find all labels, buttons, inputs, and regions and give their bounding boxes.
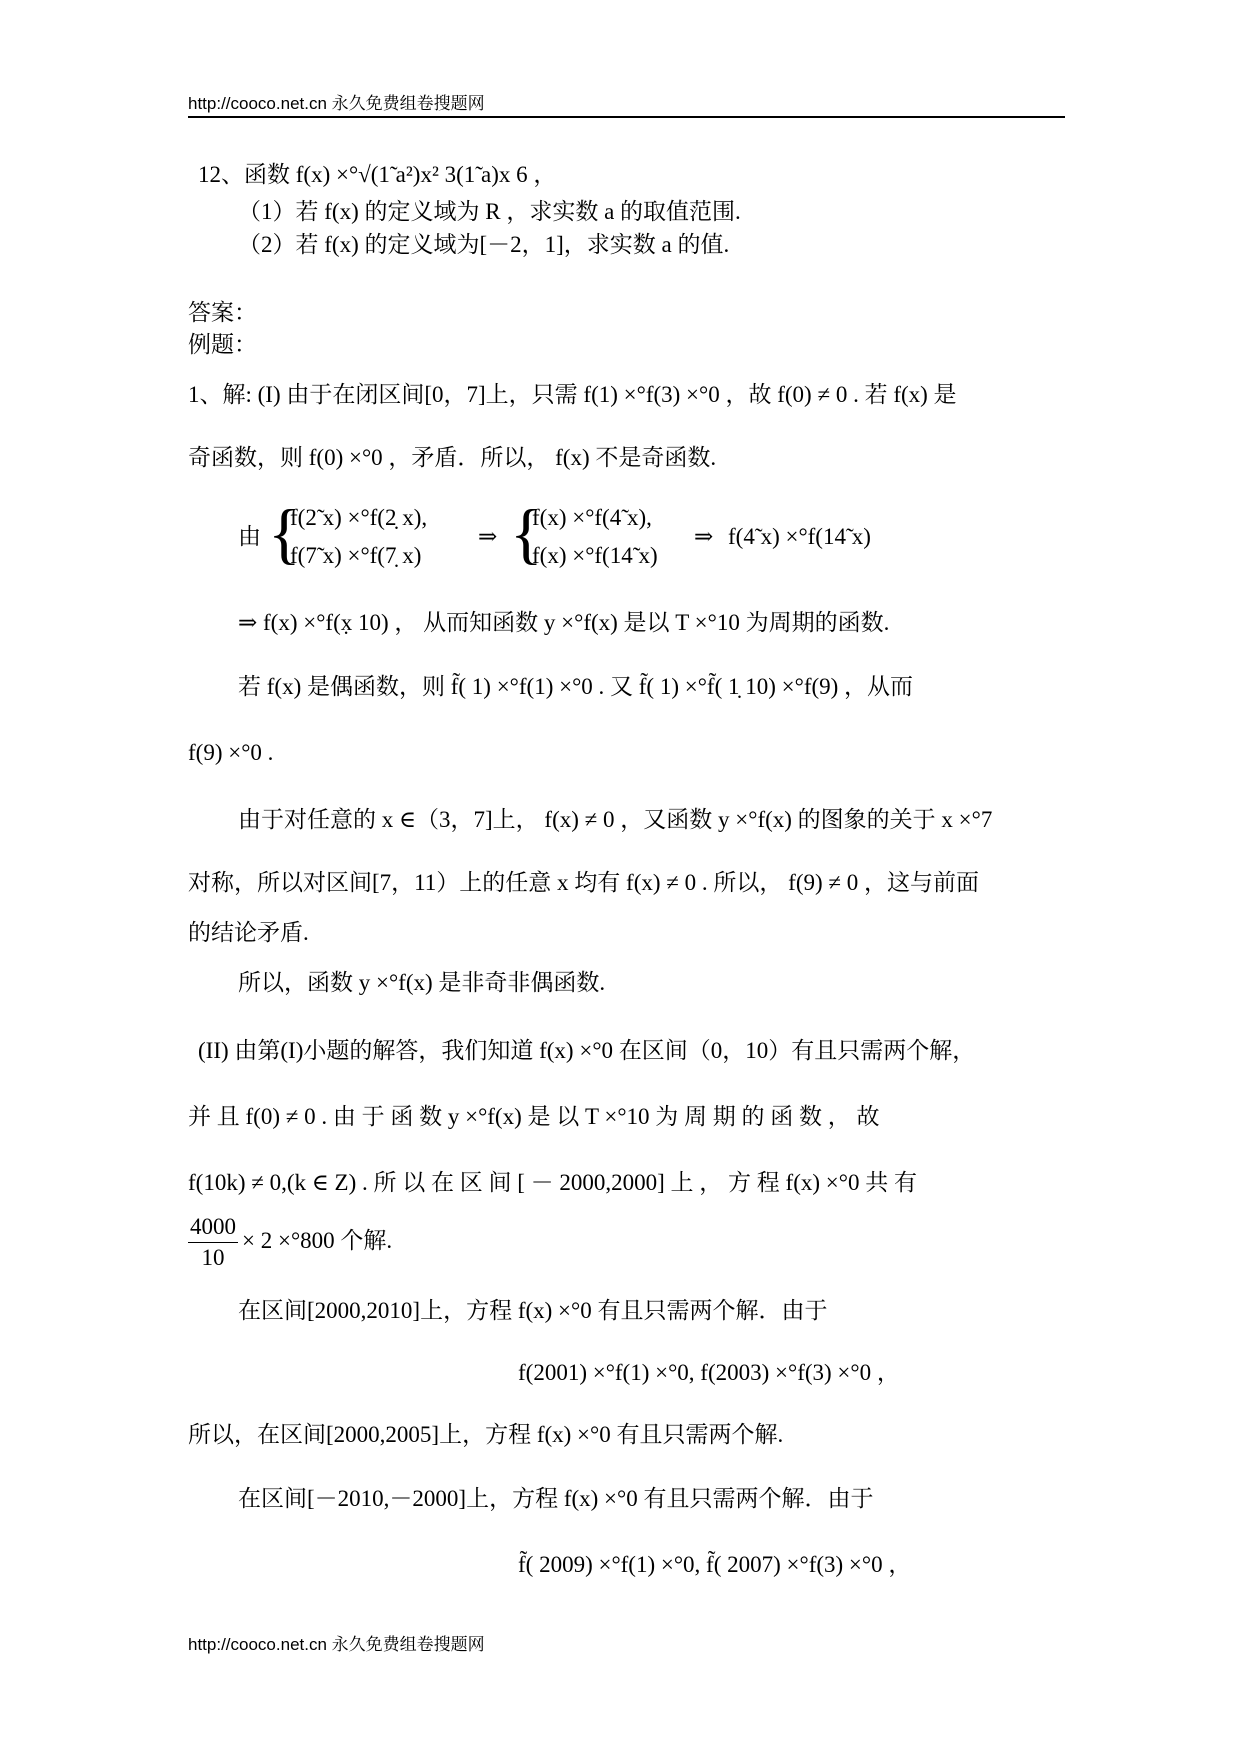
solution-2-line-4-text: × 2 ×°800 个解. (242, 1227, 393, 1253)
implies-arrow-1: ⇒ (478, 524, 498, 549)
system-lead: 由 (238, 524, 261, 549)
system-conclusion: f(4̃ x) ×°f(14̃ x) (728, 524, 871, 549)
system-a-row-1: f(2̃ x) ×°f(2̣ x), (290, 505, 428, 530)
solution-1-line-6: 由于对任意的 x ∈（3，7]上， f(x) ≠ 0 ，又函数 y ×°f(x) 的图象的关于 x ×°7 (238, 807, 993, 832)
solution-1-line-8: 的结论矛盾. (188, 920, 309, 945)
solution-1-line-9: 所以，函数 y ×°f(x) 是非奇非偶函数. (238, 970, 606, 995)
solution-1-line-3: ⇒ f(x) ×°f(x̣ 10) ， 从而知函数 y ×°f(x) 是以 T ×°10 为周期的函数. (238, 610, 890, 635)
system-b-row-1: f(x) ×°f(4̃ x), (532, 505, 652, 530)
solution-2-line-7: 所以，在区间[2000,2005]上，方程 f(x) ×°0 有且只需两个解. (188, 1422, 784, 1447)
solution-2-line-3: f(10k) ≠ 0,(k ∈ Z) . 所 以 在 区 间 [ － 2000,2000] 上 ， 方 程 f(x) ×°0 共 有 (188, 1170, 917, 1195)
fraction-denominator: 10 (201, 1245, 225, 1270)
solution-2-line-6: f(2001) ×°f(1) ×°0, f(2003) ×°f(3) ×°0 ， (518, 1360, 900, 1385)
system-a-row-2: f(7̃ x) ×°f(7̣ x) (290, 543, 422, 568)
solution-2-line-5: 在区间[2000,2010]上，方程 f(x) ×°0 有且只需两个解．由于 (238, 1298, 828, 1323)
question-12-part-2: （2）若 f(x) 的定义域为[－2，1]，求实数 a 的值. (238, 232, 730, 257)
solution-1-line-4: 若 f(x) 是偶函数，则 f̃( 1) ×°f(1) ×°0 . 又 f̃( 1) ×°f̃( 1̣ 10) ×°f(9) ，从而 (238, 674, 914, 699)
left-brace: { (268, 495, 301, 571)
solution-1-line-2: 奇函数，则 f(0) ×°0 ，矛盾．所以， f(x) 不是奇函数. (188, 445, 717, 470)
implies-arrow-2: ⇒ (694, 524, 714, 549)
solution-1-line-1: 1、解: (I) 由于在闭区间[0，7]上，只需 f(1) ×°f(3) ×°0 ，故 f(0) ≠ 0 . 若 f(x) 是 (188, 382, 957, 407)
solution-1-line-7: 对称，所以对区间[7，11）上的任意 x 均有 f(x) ≠ 0 . 所以， f(9) ≠ 0 ，这与前面 (188, 870, 980, 895)
solution-2-line-1: (II) 由第(I)小题的解答，我们知道 f(x) ×°0 在区间（0，10）有且只需两个解， (198, 1038, 976, 1063)
left-brace: { (510, 495, 543, 571)
solution-2-line-8: 在区间[－2010,－2000]上，方程 f(x) ×°0 有且只需两个解．由于 (238, 1486, 874, 1511)
answer-heading: 答案： (188, 300, 257, 325)
fraction (188, 1212, 238, 1273)
system-b-row-2: f(x) ×°f(14̃ x) (532, 543, 658, 568)
page-footer: http://cooco.net.cn 永久免费组卷搜题网 (188, 1635, 485, 1654)
solution-2-line-4 (188, 1212, 392, 1273)
solution-2-line-2: 并 且 f(0) ≠ 0 . 由 于 函 数 y ×°f(x) 是 以 T ×°10 为 周 期 的 函 数 ， 故 (188, 1104, 880, 1129)
header-rule (188, 116, 1065, 118)
fraction-numerator: 4000 (188, 1212, 238, 1243)
example-heading: 例题： (188, 332, 257, 357)
solution-2-line-9: f̃( 2009) ×°f(1) ×°0, f̃( 2007) ×°f(3) ×°0 ， (518, 1552, 912, 1577)
question-12-part-1: （1）若 f(x) 的定义域为 R ，求实数 a 的取值范围. (238, 199, 741, 224)
question-12-statement: 12、函数 f(x) ×°√(1̃ a²)x² 3(1̃ a)x 6 ， (198, 162, 557, 187)
page-header: http://cooco.net.cn 永久免费组卷搜题网 (188, 94, 485, 113)
solution-1-line-5: f(9) ×°0 . (188, 740, 274, 765)
